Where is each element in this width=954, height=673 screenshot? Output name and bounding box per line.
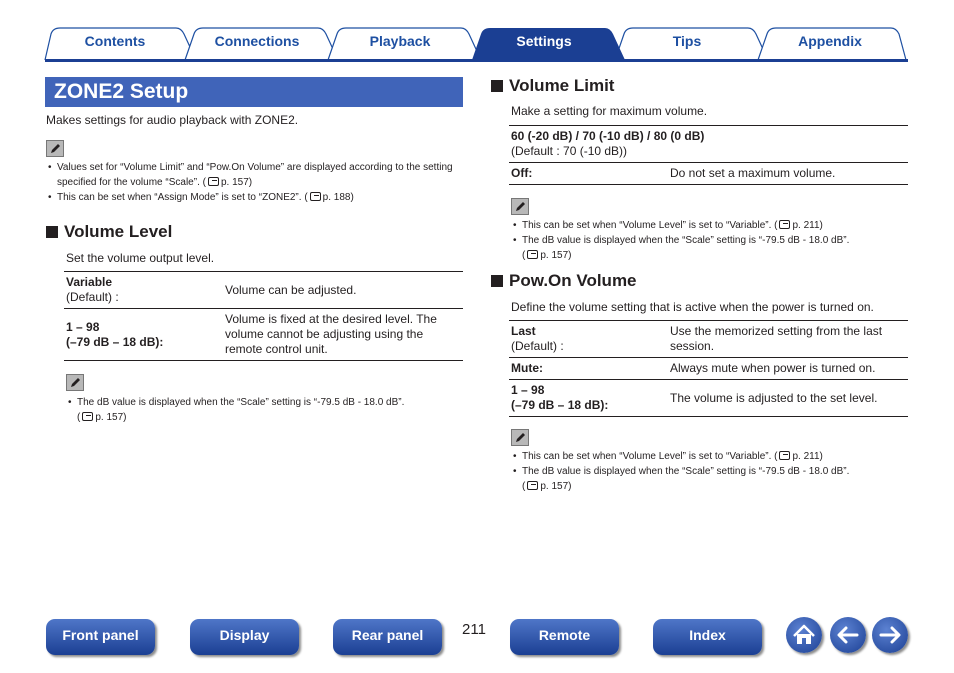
volume-level-heading: Volume Level xyxy=(46,222,172,242)
page-title: ZONE2 Setup xyxy=(45,77,463,107)
page-ref-icon xyxy=(310,192,321,201)
option-cell: 1 – 98 (–79 dB – 18 dB): xyxy=(511,383,609,412)
note-pencil-icon xyxy=(66,374,84,391)
back-button[interactable] xyxy=(830,617,866,653)
zone2-notes xyxy=(46,160,466,205)
table-row xyxy=(509,163,908,185)
table-row xyxy=(509,321,908,358)
tab-settings[interactable]: Settings xyxy=(516,33,572,49)
volume-level-notes xyxy=(66,395,456,425)
description-cell: Volume is fixed at the desired level. The volume cannot be adjusting using the remote control unit. xyxy=(225,312,437,356)
table-row xyxy=(64,309,463,361)
forward-button[interactable] xyxy=(872,617,908,653)
heading-square-icon xyxy=(491,80,503,92)
description-cell: Always mute when power is turned on. xyxy=(670,361,876,375)
tab-contents[interactable]: Contents xyxy=(84,33,146,49)
pow-on-volume-heading: Pow.On Volume xyxy=(491,271,637,291)
home-icon xyxy=(786,617,822,653)
note-pencil-icon xyxy=(511,198,529,215)
volume-level-desc: Set the volume output level. xyxy=(66,251,215,265)
page-ref-icon xyxy=(208,177,219,186)
page-ref-icon xyxy=(779,220,790,229)
note-item: • Values set for “Volume Limit” and “Pow.On Volume” are displayed according to the setting specified for the volume “Scale”. ( p. 157) xyxy=(46,160,466,190)
description-cell: The volume is adjusted to the set level. xyxy=(670,390,878,405)
option-cell: 60 (-20 dB) / 70 (-10 dB) / 80 (0 dB) (Default : 70 (-10 dB)) xyxy=(511,129,705,158)
top-tab-bar xyxy=(0,0,954,64)
volume-limit-notes xyxy=(511,218,906,263)
option-cell: Variable (Default) : xyxy=(66,275,119,304)
tab-playback[interactable]: Playback xyxy=(369,33,431,49)
heading-square-icon xyxy=(46,226,58,238)
note-pencil-icon xyxy=(511,429,529,446)
intro-text: Makes settings for audio playback with ZONE2. xyxy=(46,113,299,127)
pow-on-volume-desc: Define the volume setting that is active when the power is turned on. xyxy=(511,300,874,314)
heading-square-icon xyxy=(491,275,503,287)
option-cell: Off: xyxy=(511,166,533,180)
pow-on-volume-table xyxy=(509,320,908,417)
remote-button[interactable]: Remote xyxy=(510,619,619,655)
page-ref-icon xyxy=(82,412,93,421)
table-row xyxy=(64,272,463,309)
rear-panel-button[interactable]: Rear panel xyxy=(333,619,442,655)
home-button[interactable] xyxy=(786,617,822,653)
page-number: 211 xyxy=(462,621,486,638)
note-item: • The dB value is displayed when the “Scale” setting is “-79.5 dB - 18.0 dB”. ( p. 157) xyxy=(511,464,906,494)
display-button[interactable]: Display xyxy=(190,619,299,655)
page-ref-icon xyxy=(779,451,790,460)
page-ref-icon xyxy=(527,481,538,490)
note-item: • This can be set when “Assign Mode” is set to “ZONE2”. ( p. 188) xyxy=(46,190,466,205)
volume-limit-desc: Make a setting for maximum volume. xyxy=(511,104,708,118)
volume-limit-table xyxy=(509,125,908,185)
volume-limit-heading: Volume Limit xyxy=(491,76,614,96)
table-row xyxy=(509,380,908,417)
note-item: • This can be set when “Volume Level” is set to “Variable”. ( p. 211) xyxy=(511,449,906,464)
note-item: • The dB value is displayed when the “Scale” setting is “-79.5 dB - 18.0 dB”. ( p. 157) xyxy=(66,395,456,425)
description-cell: Volume can be adjusted. xyxy=(225,282,357,297)
pow-on-volume-notes xyxy=(511,449,906,494)
table-row xyxy=(509,358,908,380)
tab-shapes xyxy=(0,0,954,64)
back-arrow-icon xyxy=(830,617,866,653)
volume-level-table xyxy=(64,271,463,361)
description-cell: Use the memorized setting from the last session. xyxy=(670,324,883,353)
option-cell: Last (Default) : xyxy=(511,324,564,353)
note-item: • The dB value is displayed when the “Scale” setting is “-79.5 dB - 18.0 dB”. ( p. 157) xyxy=(511,233,906,263)
page-ref-icon xyxy=(527,250,538,259)
tab-tips[interactable]: Tips xyxy=(672,33,702,49)
description-cell: Do not set a maximum volume. xyxy=(670,166,836,180)
forward-arrow-icon xyxy=(872,617,908,653)
note-item: • This can be set when “Volume Level” is set to “Variable”. ( p. 211) xyxy=(511,218,906,233)
note-pencil-icon xyxy=(46,140,64,157)
tab-connections[interactable]: Connections xyxy=(214,33,300,49)
tab-appendix[interactable]: Appendix xyxy=(798,33,862,49)
option-cell: Mute: xyxy=(511,361,543,375)
table-row xyxy=(509,126,908,163)
front-panel-button[interactable]: Front panel xyxy=(46,619,155,655)
index-button[interactable]: Index xyxy=(653,619,762,655)
option-cell: 1 – 98 (–79 dB – 18 dB): xyxy=(66,319,164,349)
